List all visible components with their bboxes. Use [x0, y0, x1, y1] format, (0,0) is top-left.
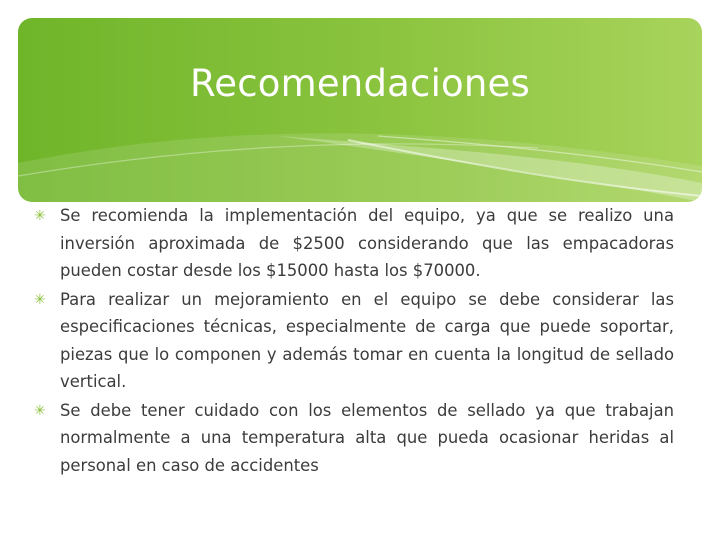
bullet-text: Se recomienda la implementación del equipo, ya que se realizo una inversión aproximada de $2500 considerando que las empacadoras pueden costar desde los $15000 hasta los $70000.: [60, 206, 674, 280]
title-banner: [18, 18, 702, 202]
asterisk-icon: ✳: [34, 291, 46, 308]
bullet-text: Para realizar un mejoramiento en el equipo se debe considerar las especificaciones técnicas, especialmente de carga que puede soportar, piezas que lo componen y además tomar en cuenta la longitud de sellado vertical.: [60, 289, 674, 391]
bullet-list: [34, 202, 674, 479]
content-area: [34, 202, 674, 480]
banner-swoosh-decoration: [18, 18, 702, 202]
bullet-item: [34, 286, 674, 396]
bullet-text: Se debe tener cuidado con los elementos de sellado ya que trabajan normalmente a una temperatura alta que pueda ocasionar heridas al personal en caso de accidentes: [60, 400, 674, 475]
slide-title: Recomendaciones: [190, 62, 530, 105]
asterisk-icon: ✳: [34, 402, 46, 419]
bullet-item: [34, 202, 674, 285]
bullet-item: [34, 397, 674, 480]
asterisk-icon: ✳: [34, 208, 46, 224]
